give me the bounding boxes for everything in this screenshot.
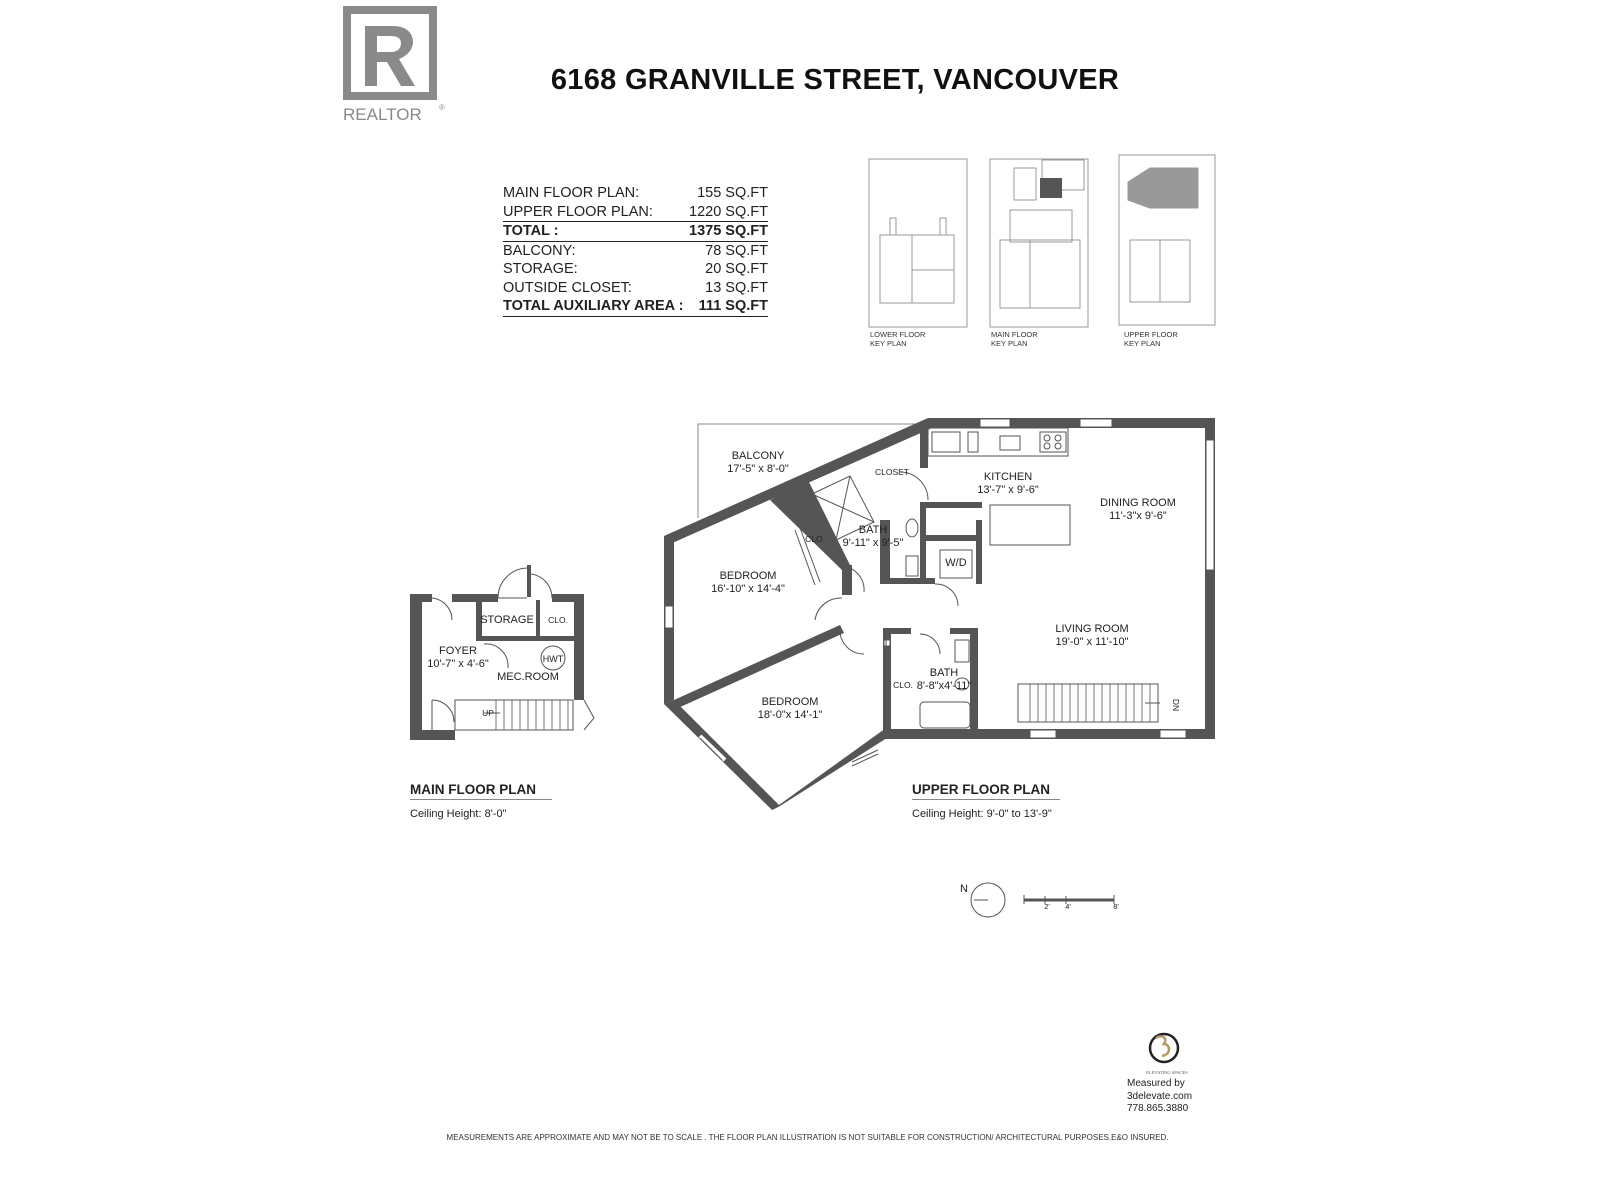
scale-tick-label: 2' [1044, 902, 1050, 911]
stove-icon [1040, 432, 1066, 452]
room-label-bedroom: BEDROOM 16'-10" x 14'-4" [711, 570, 785, 595]
svg-text:®: ® [439, 103, 445, 112]
room-label-bedroom: BEDROOM 18'-0"x 14'-1" [757, 696, 823, 721]
window [1160, 730, 1186, 738]
window [980, 419, 1010, 427]
aux-row-label: BALCONY: [503, 242, 576, 259]
wall [950, 628, 978, 634]
main-floor-ceiling: Ceiling Height: 8'-0" [410, 808, 507, 820]
aux-total-label: TOTAL AUXILIARY AREA : [503, 298, 684, 314]
credit-line: 778.865.3880 [1127, 1103, 1189, 1114]
aux-row-label: OUTSIDE CLOSET: [503, 279, 632, 296]
room-label-hwt: HWT [542, 654, 564, 664]
page-title: 6168 GRANVILLE STREET, VANCOUVER [550, 64, 1120, 96]
wall [410, 594, 422, 740]
sink-icon [955, 640, 969, 662]
room-label-dining-room: DINING ROOM 11'-3"x 9'-6" [1100, 497, 1176, 522]
area-row-label: UPPER FLOOR PLAN: [503, 203, 653, 220]
window [1206, 440, 1214, 570]
wall [920, 428, 928, 468]
sliding-door [715, 497, 768, 517]
room-label-washer-dryer: W/D [945, 557, 967, 569]
wall [527, 565, 531, 597]
room-label-bath: BATH 8'-8"x4'-11" [916, 667, 972, 692]
upper-floor-title: UPPER FLOOR PLAN [912, 782, 1060, 800]
wall [452, 594, 498, 602]
wall [880, 578, 935, 584]
measured-by-credit [1127, 1078, 1192, 1116]
room-label-mec-room: MEC.ROOM [497, 671, 559, 683]
room-label-closet: CLO. [805, 534, 825, 544]
stairs-up-label: UP [482, 708, 494, 718]
scale-tick-label: 8' [1113, 902, 1119, 911]
wall [920, 502, 926, 582]
room-label-kitchen: KITCHEN 13'-7" x 9'-6" [977, 471, 1039, 496]
realtor-logo-text: REALTOR [343, 105, 422, 124]
upper-floor-walls [664, 418, 1215, 810]
credit-line: Measured by [1127, 1078, 1185, 1089]
wall [976, 520, 982, 584]
wall [552, 594, 584, 602]
wall [920, 502, 982, 508]
wall [410, 594, 432, 602]
kitchen-island [990, 505, 1070, 545]
key-plan-label: LOWER FLOOR KEY PLAN [870, 330, 926, 348]
room-label-closet: CLO. [893, 680, 913, 690]
key-plan-label: MAIN FLOOR KEY PLAN [991, 330, 1038, 348]
room-label-foyer: FOYER 10'-7" x 4'-6" [427, 645, 489, 670]
wall [574, 594, 584, 700]
window [1030, 730, 1056, 738]
wall [476, 636, 574, 641]
southeast-wall [772, 728, 890, 810]
compass-north-label: N [960, 883, 968, 895]
wall [842, 565, 852, 595]
aux-total-value: 111 SQ.FT [698, 298, 768, 314]
aux-row-value: 13 SQ.FT [705, 279, 768, 296]
wall [883, 628, 911, 634]
aux-row-value: 20 SQ.FT [705, 261, 768, 277]
stairs-down-label: DN [1171, 698, 1182, 712]
window [1080, 419, 1112, 427]
scale-tick-label: 4' [1065, 902, 1071, 911]
key-plan-label: UPPER FLOOR KEY PLAN [1124, 330, 1178, 348]
aux-row-value: 78 SQ.FT [705, 242, 768, 259]
area-total-value: 1375 SQ.FT [689, 223, 768, 239]
upper-floor-ceiling: Ceiling Height: 9'-0" to 13'-9" [912, 808, 1052, 820]
bathtub-icon [920, 702, 970, 728]
area-row-value: 155 SQ.FT [697, 185, 768, 201]
top-wall [928, 418, 1215, 428]
window [665, 606, 673, 628]
room-label-balcony: BALCONY 17'-5" x 8'-0" [727, 450, 789, 475]
toilet-icon [906, 519, 918, 537]
area-row-label: MAIN FLOOR PLAN: [503, 185, 640, 201]
wall [920, 535, 982, 541]
room-label-living-room: LIVING ROOM 19'-0" x 11'-10" [1055, 623, 1129, 648]
stairs [1018, 684, 1158, 722]
room-label-closet: CLOSET [874, 467, 910, 477]
room-label-closet: CLO. [548, 615, 568, 625]
disclaimer-text: MEASUREMENTS ARE APPROXIMATE AND MAY NOT BE TO SCALE . THE FLOOR PLAN ILLUSTRATION IS NOT SUITABLE FOR CONSTRUCTION/ ARCHITECTURAL PURPOSES.E&O INSURED. [446, 1133, 1169, 1142]
aux-row-label: STORAGE: [503, 261, 578, 277]
wall [410, 730, 455, 740]
room-label-bath: BATH 9'-11" x 9'-5" [842, 524, 904, 549]
sink-icon [1000, 436, 1020, 450]
credit-line: 3delevate.com [1127, 1090, 1193, 1102]
3delevate-logo-icon [1142, 1028, 1192, 1076]
room-label-storage: STORAGE [480, 614, 534, 626]
wall [536, 600, 540, 636]
brand-tagline: ELEVATING SPACES [1146, 1070, 1188, 1075]
main-floor-title: MAIN FLOOR PLAN [410, 782, 552, 800]
area-total-label: TOTAL : [503, 223, 559, 239]
area-row-value: 1220 SQ.FT [689, 203, 768, 220]
